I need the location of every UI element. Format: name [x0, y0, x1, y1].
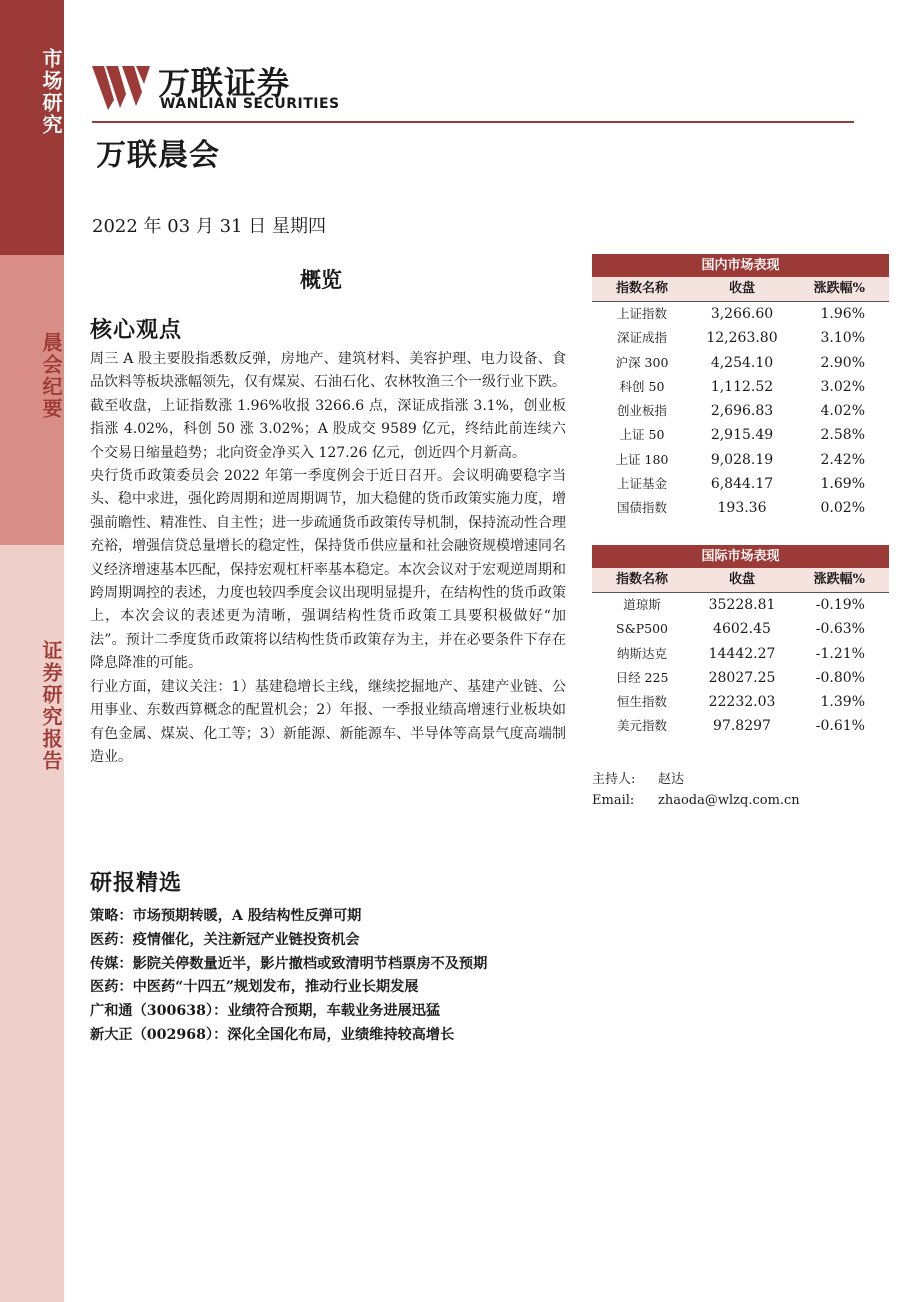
- cell-index-name: 上证 50: [619, 427, 665, 443]
- cell-change-pct: 2.90%: [820, 354, 865, 371]
- table-header-row: [592, 277, 889, 302]
- cell-index-name: 深证成指: [616, 330, 667, 346]
- cell-change-pct: -0.63%: [815, 621, 865, 638]
- table-row: [592, 666, 889, 690]
- international-market-table: [592, 545, 889, 739]
- report-date: 2022 年 03 月 31 日 星期四: [92, 216, 326, 237]
- research-item[interactable]: 策略：市场预期转暖，A 股结构性反弹可期: [90, 908, 362, 924]
- host-label: 主持人:: [592, 772, 636, 787]
- cell-close: 193.36: [717, 500, 767, 517]
- cell-index-name: 日经 225: [615, 669, 669, 685]
- col-change-pct: 涨跌幅%: [813, 572, 865, 587]
- table-row: [592, 496, 889, 520]
- cell-index-name: 纳斯达克: [616, 645, 667, 661]
- research-item[interactable]: 医药：中医药“十四五”规划发布，推动行业长期发展: [90, 979, 419, 996]
- domestic-market-table: [592, 254, 889, 521]
- cell-close: 12,263.80: [706, 330, 778, 347]
- cell-close: 6,844.17: [710, 476, 774, 493]
- table-row: [592, 642, 889, 666]
- cell-close: 28027.25: [708, 669, 776, 686]
- overview-title: 概览: [300, 267, 342, 292]
- table-row: [592, 326, 889, 350]
- cell-index-name: 上证 180: [615, 451, 669, 467]
- table-row: [592, 593, 889, 617]
- cell-change-pct: 0.02%: [820, 500, 865, 517]
- cell-close: 35228.81: [708, 597, 776, 613]
- cell-index-name: 国债指数: [616, 500, 667, 516]
- cell-close: 2,915.49: [710, 427, 774, 444]
- table-header-row: [592, 568, 889, 593]
- col-index-name: 指数名称: [615, 281, 668, 296]
- cell-change-pct: -0.61%: [815, 718, 865, 735]
- cell-index-name: 上证指数: [616, 306, 667, 321]
- col-change-pct: 涨跌幅%: [813, 281, 865, 296]
- email-label: Email:: [592, 793, 635, 808]
- international-market-title: 国际市场表现: [592, 545, 889, 568]
- cell-change-pct: -0.80%: [815, 669, 865, 686]
- cell-close: 4,254.10: [710, 354, 774, 371]
- logo-english-name: WANLIAN SECURITIES: [160, 96, 340, 112]
- table-row: [592, 351, 889, 375]
- core-views-body: [90, 348, 566, 769]
- cell-close: 14442.27: [708, 645, 776, 662]
- table-row: [592, 399, 889, 423]
- domestic-market-title: 国内市场表现: [592, 254, 889, 277]
- logo-chinese-name: 万联证券: [158, 64, 291, 102]
- col-index-name: 指数名称: [615, 572, 668, 587]
- core-views-heading: 核心观点: [90, 317, 183, 343]
- table-row: [592, 423, 889, 447]
- paragraph-monetary-policy: 央行货币政策委员会 2022 年第一季度例会于近日召开。会议明确要稳字当头、稳中求进，强化跨周期和逆周期调节，加大稳健的货币政策实施力度，增强前瞻性、精准性、自主性；进一步疏通货币政策传导机制，保持流动性合理充裕，增强信贷总量增长的稳定性，保持货币供应量和社会融资规模增速同名义经济增速基本匹配，保持宏观杠杆率基本稳定。本次会议对于宏观逆周期和跨周期调控的表述，力度也较四季度会议出现明显提升，在结构性的货币政策上，本次会议的表述更为清晰，强调结构性货币政策工具要积极做好“加法”。预计二季度货币政策将以结构性货币政策存为主，并在必要条件下存在降息降准的可能。: [90, 468, 566, 672]
- table-row: [592, 690, 889, 714]
- table-row: [592, 448, 889, 472]
- cell-index-name: 上证基金: [616, 476, 667, 492]
- cell-close: 3,266.60: [710, 306, 774, 322]
- research-item[interactable]: 广和通（300638）：业绩符合预期，车载业务进展迅猛: [90, 1003, 441, 1020]
- cell-index-name: 沪深 300: [615, 354, 669, 370]
- cell-change-pct: 1.39%: [820, 694, 865, 711]
- cell-change-pct: 4.02%: [820, 403, 865, 420]
- logo-mark-icon: [92, 62, 152, 112]
- cell-close: 22232.03: [708, 694, 776, 711]
- cell-change-pct: -1.21%: [815, 645, 865, 662]
- header-divider: [92, 121, 854, 123]
- research-item[interactable]: 医药：疫情催化，关注新冠产业链投资机会: [90, 931, 360, 948]
- side-label-market-research: 市场研究: [39, 48, 63, 136]
- cell-change-pct: -0.19%: [815, 597, 865, 613]
- table-row: [592, 472, 889, 496]
- cell-index-name: 恒生指数: [616, 694, 667, 710]
- report-title: 万联晨会: [96, 138, 220, 173]
- table-row: [592, 302, 889, 326]
- table-row: [592, 714, 889, 738]
- side-label-morning-notes: 晨会纪要: [39, 332, 63, 420]
- cell-change-pct: 3.10%: [820, 330, 865, 347]
- cell-index-name: 科创 50: [619, 378, 665, 394]
- table-row: [592, 617, 889, 641]
- research-item[interactable]: 传媒：影院关停数量近半，影片撤档或致清明节档票房不及预期: [90, 955, 488, 972]
- cell-close: 1,112.52: [710, 378, 774, 395]
- cell-change-pct: 1.96%: [820, 306, 865, 322]
- cell-close: 2,696.83: [710, 403, 774, 420]
- research-item[interactable]: 新大正（002968）：深化全国化布局，业绩维持较高增长: [90, 1026, 455, 1043]
- cell-close: 4602.45: [713, 621, 771, 638]
- col-close: 收盘: [728, 572, 755, 587]
- research-picks-heading: 研报精选: [90, 870, 183, 896]
- cell-change-pct: 3.02%: [820, 378, 865, 395]
- cell-change-pct: 2.58%: [820, 427, 865, 444]
- research-picks-list: [90, 905, 570, 1048]
- col-close: 收盘: [728, 281, 755, 296]
- cell-index-name: 美元指数: [616, 718, 667, 734]
- table-row: [592, 375, 889, 399]
- paragraph-industry-focus: 行业方面，建议关注：1）基建稳增长主线，继续挖掘地产、基建产业链、公用事业、东数西算概念的配置机会；2）年报、一季报业绩高增速行业板块如有色金属、煤炭、化工等；3）新能源、新能源车、半导体等高景气度高端制造业。: [90, 678, 566, 765]
- cell-close: 9,028.19: [710, 451, 774, 468]
- cell-index-name: 创业板指: [616, 403, 667, 419]
- email-link[interactable]: zhaoda@wlzq.com.cn: [658, 793, 800, 808]
- cell-close: 97.8297: [713, 718, 771, 735]
- cell-index-name: 道琼斯: [623, 597, 661, 612]
- host-name: 赵达: [658, 772, 685, 787]
- cell-change-pct: 2.42%: [820, 451, 865, 468]
- side-label-securities-report: 证券研究报告: [39, 640, 63, 772]
- side-band: [0, 0, 64, 1302]
- cell-change-pct: 1.69%: [820, 476, 865, 493]
- paragraph-market-summary: 周三 A 股主要股指悉数反弹，房地产、建筑材料、美容护理、电力设备、食品饮料等板块涨幅领先，仅有煤炭、石油石化、农林牧渔三个一级行业下跌。截至收盘，上证指数涨 1.96%收报 3266.6 点，深证成指涨 3.1%，创业板指涨 4.02%，科创 50 涨 3.02%；A 股成交 9589 亿元，终结此前连续六个交易日缩量趋势；北向资金净买入 127.26 亿元，创近四个月新高。: [90, 351, 566, 461]
- cell-index-name: S&P500: [616, 621, 668, 637]
